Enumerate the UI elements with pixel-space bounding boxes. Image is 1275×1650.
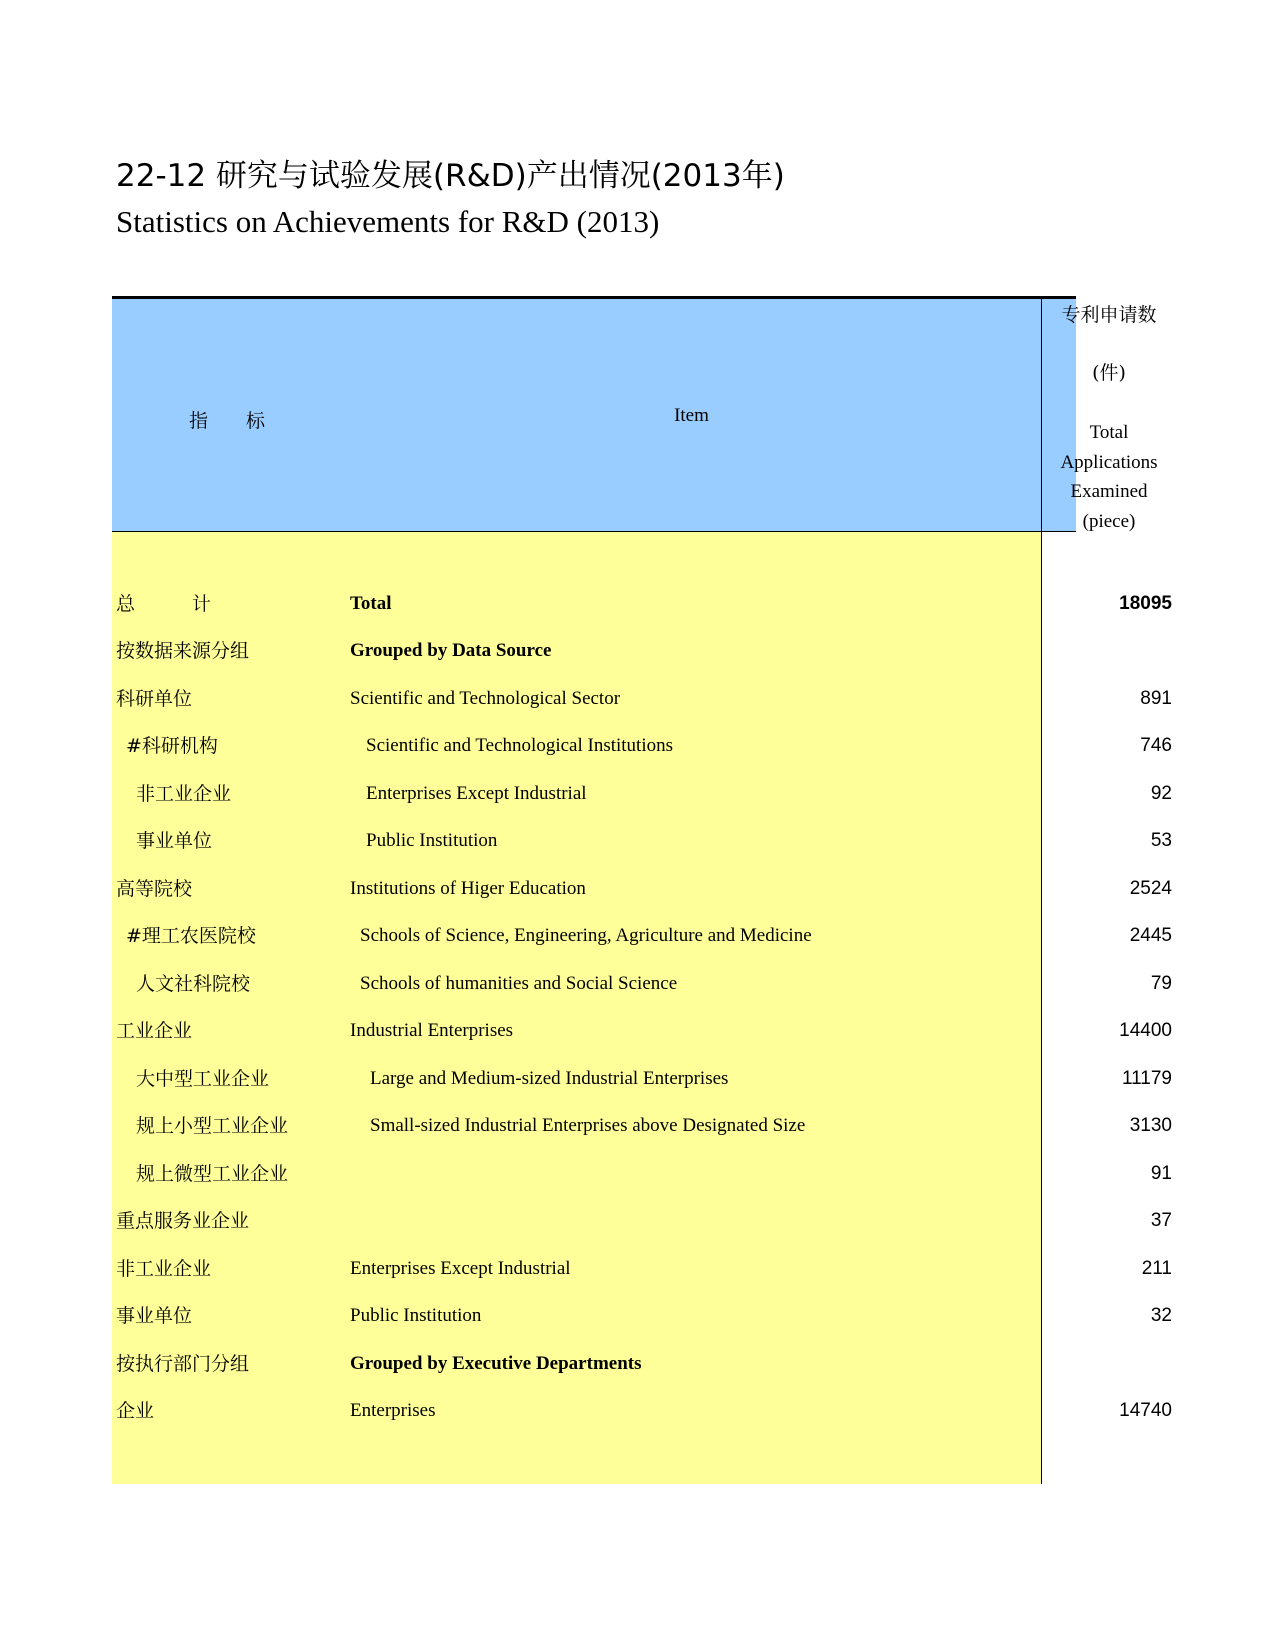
row-label-cn: 事业单位	[136, 830, 213, 852]
row-label-en: Scientific and Technological Institutions	[366, 735, 674, 756]
row-label-en: Schools of humanities and Social Science	[360, 973, 678, 994]
table-row	[112, 1339, 1076, 1389]
table-header	[112, 296, 1158, 532]
row-label-en: Industrial Enterprises	[350, 1020, 514, 1041]
row-label-cn: 按执行部门分组	[116, 1353, 250, 1375]
row-label-cn: 非工业企业	[116, 1258, 212, 1280]
row-value: 53	[1150, 830, 1172, 851]
row-label-cn: 按数据来源分组	[116, 640, 250, 662]
header-value-en-line: (piece)	[1082, 510, 1136, 532]
row-value: 3130	[1129, 1115, 1172, 1136]
header-value-en-line: Examined	[1070, 481, 1148, 502]
row-label-cn: 科研单位	[116, 688, 193, 710]
table-row	[112, 959, 1172, 1009]
row-value: 91	[1150, 1163, 1172, 1184]
row-label-cn: 非工业企业	[136, 783, 232, 805]
header-value-unit-cn: (件)	[1092, 362, 1126, 384]
header-item-cn: 指 标	[188, 410, 265, 432]
row-label-en: Public Institution	[366, 830, 498, 851]
row-label-en: Schools of Science, Engineering, Agriculture and Medicine	[360, 925, 812, 946]
row-value: 37	[1150, 1210, 1172, 1231]
header-value-cn: 专利申请数	[1061, 304, 1157, 326]
table-row	[112, 1149, 1172, 1199]
row-value: 211	[1141, 1258, 1172, 1279]
row-label-en: Large and Medium-sized Industrial Enterprises	[370, 1068, 729, 1089]
table-body	[112, 532, 1172, 1484]
row-value: 891	[1140, 688, 1172, 709]
table-row	[112, 1196, 1172, 1246]
row-value: 14400	[1119, 1020, 1172, 1041]
row-label-en: Enterprises Except Industrial	[366, 783, 587, 804]
row-label-cn: #科研机构	[126, 735, 218, 757]
table-row	[112, 1006, 1172, 1056]
table-row	[112, 864, 1172, 914]
table-row	[112, 1101, 1172, 1151]
table-row	[112, 674, 1172, 724]
row-value: 746	[1140, 735, 1172, 756]
row-value: 2445	[1129, 925, 1172, 946]
row-label-cn: #理工农医院校	[126, 925, 256, 947]
row-label-en: Grouped by Executive Departments	[350, 1353, 642, 1374]
header-value-en	[1042, 418, 1176, 536]
row-value: 18095	[1119, 593, 1172, 614]
table-row	[112, 911, 1172, 961]
row-label-cn: 大中型工业企业	[136, 1068, 270, 1090]
row-label-cn: 高等院校	[116, 878, 193, 900]
row-label-en: Total	[350, 593, 392, 614]
table-row	[112, 1291, 1172, 1341]
row-label-cn: 规上小型工业企业	[136, 1115, 289, 1137]
row-value: 79	[1150, 973, 1172, 994]
row-label-en: Grouped by Data Source	[350, 640, 552, 661]
table-row	[112, 769, 1172, 819]
row-label-en: Scientific and Technological Sector	[350, 688, 621, 709]
row-value: 32	[1150, 1305, 1172, 1326]
row-value: 92	[1150, 783, 1172, 804]
row-label-en: Enterprises Except Industrial	[350, 1258, 571, 1279]
row-label-en: Small-sized Industrial Enterprises above Designated Size	[370, 1115, 806, 1136]
row-value: 11179	[1121, 1068, 1172, 1089]
table-row	[112, 579, 1172, 629]
row-label-cn: 企业	[116, 1400, 155, 1422]
row-label-cn: 规上微型工业企业	[136, 1163, 289, 1185]
row-label-en: Institutions of Higer Education	[350, 878, 586, 899]
header-value-en-line: Total	[1089, 422, 1129, 443]
table-row	[112, 1244, 1172, 1294]
table-row	[112, 626, 1076, 676]
table-row	[112, 721, 1172, 771]
page-title-en: Statistics on Achievements for R&D (2013)	[116, 204, 660, 239]
row-value: 2524	[1129, 878, 1172, 899]
table-row	[112, 816, 1172, 866]
row-label-cn: 重点服务业企业	[116, 1210, 250, 1232]
row-value: 14740	[1119, 1400, 1172, 1421]
statistics-table	[112, 296, 1172, 1484]
header-item-en: Item	[674, 405, 709, 426]
row-label-en: Public Institution	[350, 1305, 482, 1326]
header-value-en-line: Applications	[1060, 451, 1158, 473]
table-row	[112, 1386, 1172, 1436]
row-label-cn: 总 计	[116, 593, 212, 615]
table-row	[112, 1054, 1172, 1104]
row-label-cn: 事业单位	[116, 1305, 193, 1327]
row-label-en: Enterprises	[350, 1400, 436, 1421]
page-title-cn: 22-12 研究与试验发展(R&D)产出情况(2013年)	[116, 158, 785, 194]
header-value-column	[1041, 298, 1176, 534]
row-label-cn: 人文社科院校	[136, 973, 251, 995]
row-label-cn: 工业企业	[116, 1020, 193, 1042]
